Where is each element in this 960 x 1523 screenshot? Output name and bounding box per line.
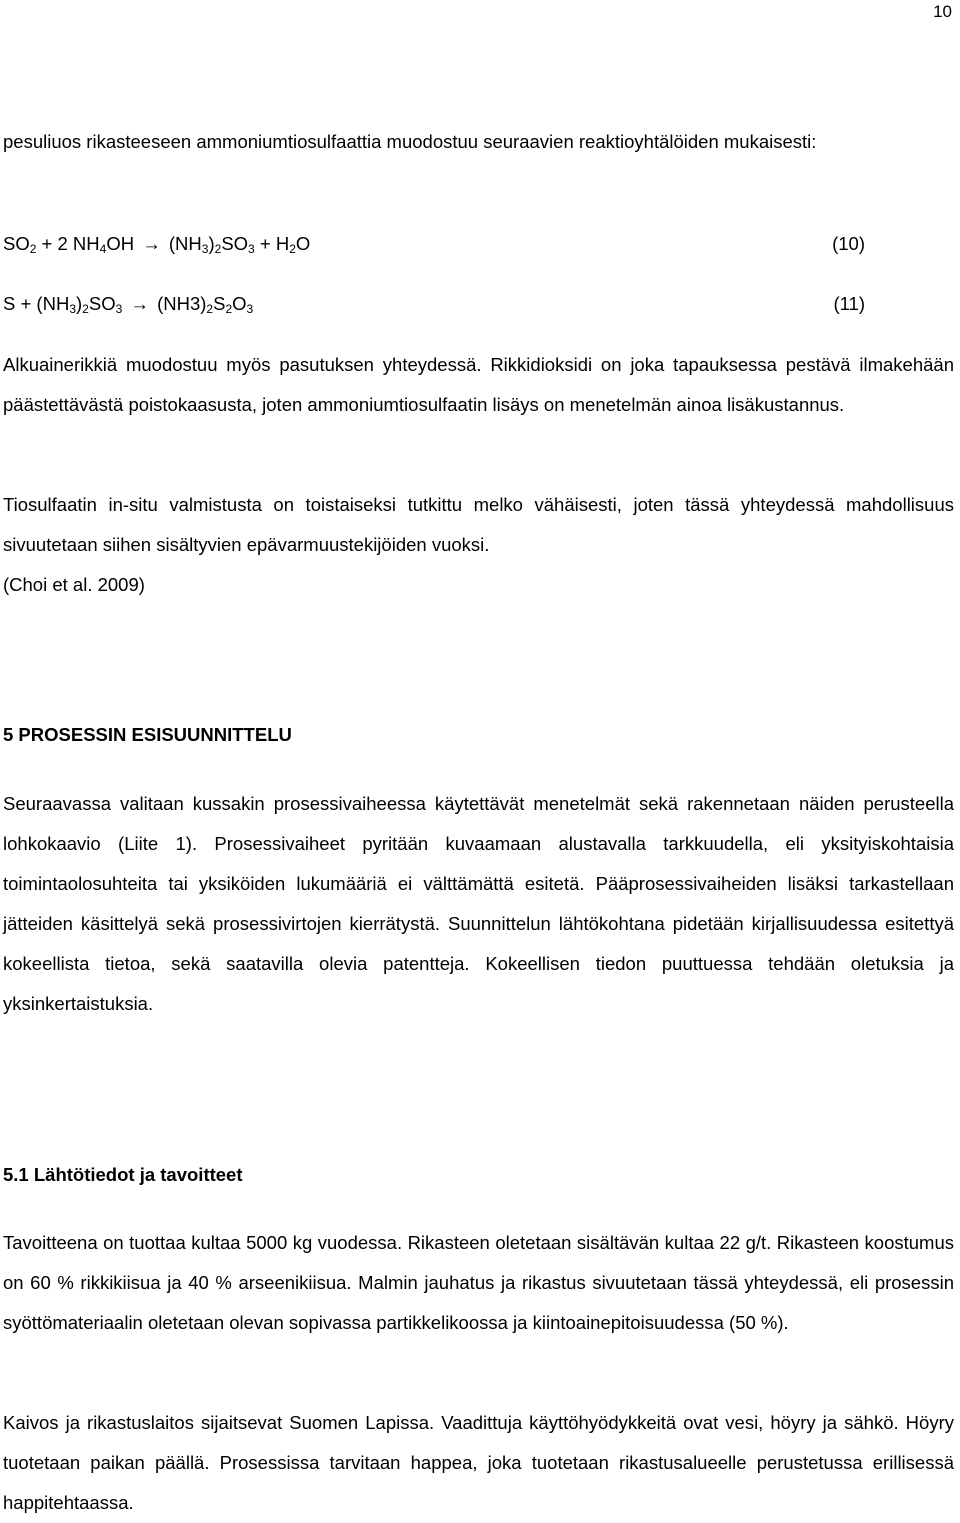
reaction-arrow-icon: → [142, 233, 161, 254]
section-heading-5: 5 PROSESSIN ESISUUNNITTELU [3, 724, 292, 745]
page-number: 10 [933, 2, 952, 21]
section-heading-5-1: 5.1 Lähtötiedot ja tavoitteet [3, 1164, 243, 1185]
paragraph-thiosulfate [3, 485, 954, 605]
intro-text: pesuliuos rikasteeseen ammoniumtiosulfaattia muodostuu seuraavien reaktioyhtälöiden mukaisesti: [3, 131, 817, 152]
paragraph-text: Tavoitteena on tuottaa kultaa 5000 kg vuodessa. Rikasteen oletetaan sisältävän kultaa 22 g/t. Rikasteen koostumus on 60 % rikkikiisua ja 40 % arseenikiisua. Malmin jauhatus ja rikastus sivuutetaan tässä yhteydessä, eli prosessin syöttömateriaalin oletetaan olevan sopivassa partikkelikoossa ja kiintoainepitoisuudessa (50 %). [3, 1232, 954, 1333]
paragraph-site [3, 1403, 954, 1523]
equation-11-number: (11) [833, 293, 865, 314]
equation-11 [3, 292, 865, 316]
citation: (Choi et al. 2009) [3, 574, 145, 595]
equation-11-formula: $S + (NH_3)_2SO_3 \to (NH3)_2S_2O_3$ [3, 293, 254, 316]
paragraph-text: Tiosulfaatin in-situ valmistusta on toistaiseksi tutkittu melko vähäisesti, joten tässä yhteydessä mahdollisuus sivuutetaan siihen sisältyvien epävarmuustekijöiden vuoksi. [3, 494, 954, 555]
paragraph-text: Alkuainerikkiä muodostuu myös pasutuksen yhteydessä. Rikkidioksidi on joka tapauksessa pestävä ilmakehään päästettävästä poistokaasusta, joten ammoniumtiosulfaatin lisäys on menetelmän ainoa lisäkustannus. [3, 354, 954, 415]
reaction-arrow-icon: → [130, 293, 149, 314]
paragraph-process-design [3, 784, 954, 1024]
paragraph-text: Seuraavassa valitaan kussakin prosessivaiheessa käytettävät menetelmät sekä rakennetaan näiden perusteella lohkokaavio (Liite 1). Prosessivaiheet pyritään kuvaamaan alustavalla tarkkuudella, eli yksityiskohtaisia toimintaolosuhteita tai yksiköiden lukumääriä ei välttämättä esitetä. Pääprosessivaiheiden lisäksi tarkastellaan jätteiden käsittelyä sekä prosessivirtojen kierrätystä. Suunnittelun lähtökohtana pidetään kirjallisuudessa esitettyä kokeellista tietoa, sekä saatavilla olevia patentteja. Kokeellisen tiedon puuttuessa tehdään oletuksia ja yksinkertaistuksia. [3, 793, 954, 1014]
intro-paragraph [3, 122, 954, 162]
paragraph-goals [3, 1223, 954, 1343]
paragraph-sulfur [3, 345, 954, 425]
equation-10-number: (10) [832, 233, 865, 254]
equation-10 [3, 232, 865, 256]
paragraph-text: Kaivos ja rikastuslaitos sijaitsevat Suomen Lapissa. Vaadittuja käyttöhyödykkeitä ovat vesi, höyry ja sähkö. Höyry tuotetaan paikan päällä. Prosessissa tarvitaan happea, joka tuotetaan rikastusalueelle perustetussa erillisessä happitehtaassa. [3, 1412, 954, 1513]
equation-10-formula: $SO_2 + 2$ $NH_4OH \to (NH_3)_2SO_3 + H_2O$ [3, 233, 311, 256]
